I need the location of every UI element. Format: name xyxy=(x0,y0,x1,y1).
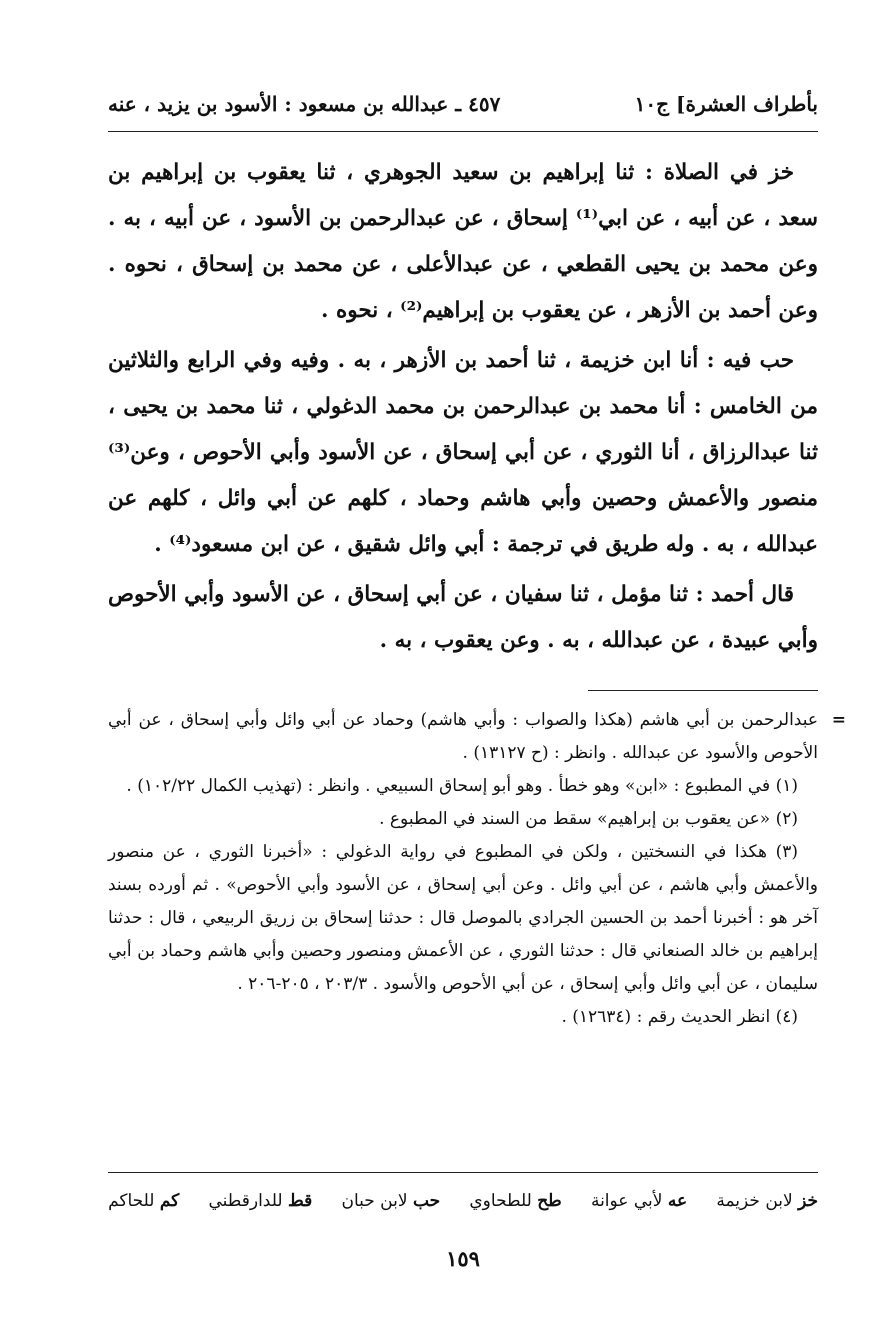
paragraph: خز في الصلاة : ثنا إبراهيم بن سعيد الجوهري ، ثنا يعقوب بن إبراهيم بن سعد ، عن أبيه ، عن ابي⁽¹⁾ إسحاق ، عن عبدالرحمن بن الأسود ، عن أبيه ، به . وعن محمد بن يحيى القطعي ، عن عبدالأعلى ، عن محمد بن إسحاق ، نحوه . وعن أحمد بن الأزهر ، عن يعقوب بن إبراهيم⁽²⁾ ، نحوه . xyxy=(108,160,818,323)
abbreviation-text: للحاكم xyxy=(108,1191,155,1211)
footnote-3: (٣) هكذا في النسختين ، ولكن في المطبوع في رواية الدغولي : «أخبرنا الثوري ، عن منصور والأعمش وأبي هاشم ، عن أبي وائل . وعن أبي إسحاق ، عن الأسود وأبي الأحوص» . ثم أورده بسند آخر هو : أخبرنا أحمد بن الحسين الجرادي بالموصل قال : حدثنا إسحاق بن زريق الربيعي ، قال : حدثنا إبراهيم بن خالد الصنعاني قال : حدثنا الثوري ، عن الأعمش ومنصور وحصين وأبي هاشم وحماد بن أبي سليمان ، عن أبي وائل وأبي إسحاق ، عن أبي الأحوص والأسود . ٢٠٣/٣ ، ٢٠٥-٢٠٦ . xyxy=(108,842,818,994)
paragraph: حب فيه : أنا ابن خزيمة ، ثنا أحمد بن الأزهر ، به . وفيه وفي الرابع والثلاثين من الخامس : أنا محمد بن عبدالرحمن بن محمد الدغولي ، ثنا محمد بن يحيى ، ثنا عبدالرزاق ، أنا الثوري ، عن أبي إسحاق ، عن الأسود وأبي الأحوص ، وعن⁽³⁾ منصور والأعمش وحصين وأبي هاشم وحماد ، كلهم عن أبي وائل ، كلهم عن عبدالله ، به . وله طريق في ترجمة : أبي وائل شقيق ، عن ابن مسعود⁽⁴⁾ . xyxy=(108,348,818,557)
abbreviation-item xyxy=(591,1186,687,1216)
abbreviations-divider xyxy=(108,1172,818,1173)
continuation-mark: = xyxy=(831,710,846,730)
abbreviation-code: طح xyxy=(537,1191,562,1211)
abbreviation-text: للطحاوي xyxy=(469,1191,532,1211)
footnote-4: (٤) انظر الحديث رقم : (١٢٦٣٤) . xyxy=(561,1007,798,1027)
abbreviation-code: حب xyxy=(412,1191,441,1211)
book-page xyxy=(108,0,846,1325)
header-volume: بأطراف العشرة] ج١٠ xyxy=(634,92,818,116)
abbreviation-item xyxy=(341,1186,440,1216)
main-text xyxy=(108,150,818,668)
abbreviation-code: خز xyxy=(798,1191,818,1211)
header-divider xyxy=(108,131,818,132)
abbreviation-text: لأبي عوانة xyxy=(590,1191,663,1211)
abbreviation-item xyxy=(716,1186,818,1216)
header-chapter: ٤٥٧ ـ عبدالله بن مسعود : الأسود بن يزيد ، عنه xyxy=(108,92,501,116)
footnote-1: (١) في المطبوع : «ابن» وهو خطأ . وهو أبو إسحاق السبيعي . وانظر : (تهذيب الكمال ١٠٢/٢٢) . xyxy=(126,776,798,796)
running-header xyxy=(108,84,818,124)
footnote-separator xyxy=(588,690,818,691)
abbreviation-code: قط xyxy=(287,1191,313,1211)
abbreviation-key xyxy=(108,1186,818,1216)
abbreviation-item xyxy=(108,1186,179,1216)
abbreviation-text: لابن خزيمة xyxy=(716,1191,793,1211)
footnote-continuation-text: عبدالرحمن بن أبي هاشم (هكذا والصواب : وأبي هاشم) وحماد عن أبي وائل وأبي إسحاق ، عن أبي الأحوص والأسود عن عبدالله . وانظر : (ح ١٣١٢٧) . xyxy=(108,710,818,763)
footnote-continuation xyxy=(108,704,846,770)
abbreviation-item xyxy=(469,1186,561,1216)
footnotes xyxy=(108,704,846,1034)
page-number: ١٥٩ xyxy=(446,1246,480,1271)
abbreviation-text: للدارقطني xyxy=(208,1191,283,1211)
abbreviation-code: عه xyxy=(667,1191,688,1211)
abbreviation-code: كم xyxy=(159,1191,180,1211)
abbreviation-text: لابن حبان xyxy=(341,1191,408,1211)
paragraph: قال أحمد : ثنا مؤمل ، ثنا سفيان ، عن أبي إسحاق ، عن الأسود وأبي الأحوص وأبي عبيدة ، عن عبدالله ، به . وعن يعقوب ، به . xyxy=(108,582,818,653)
footnote-2: (٢) «عن يعقوب بن إبراهيم» سقط من السند في المطبوع . xyxy=(379,809,798,829)
abbreviation-item xyxy=(209,1186,313,1216)
